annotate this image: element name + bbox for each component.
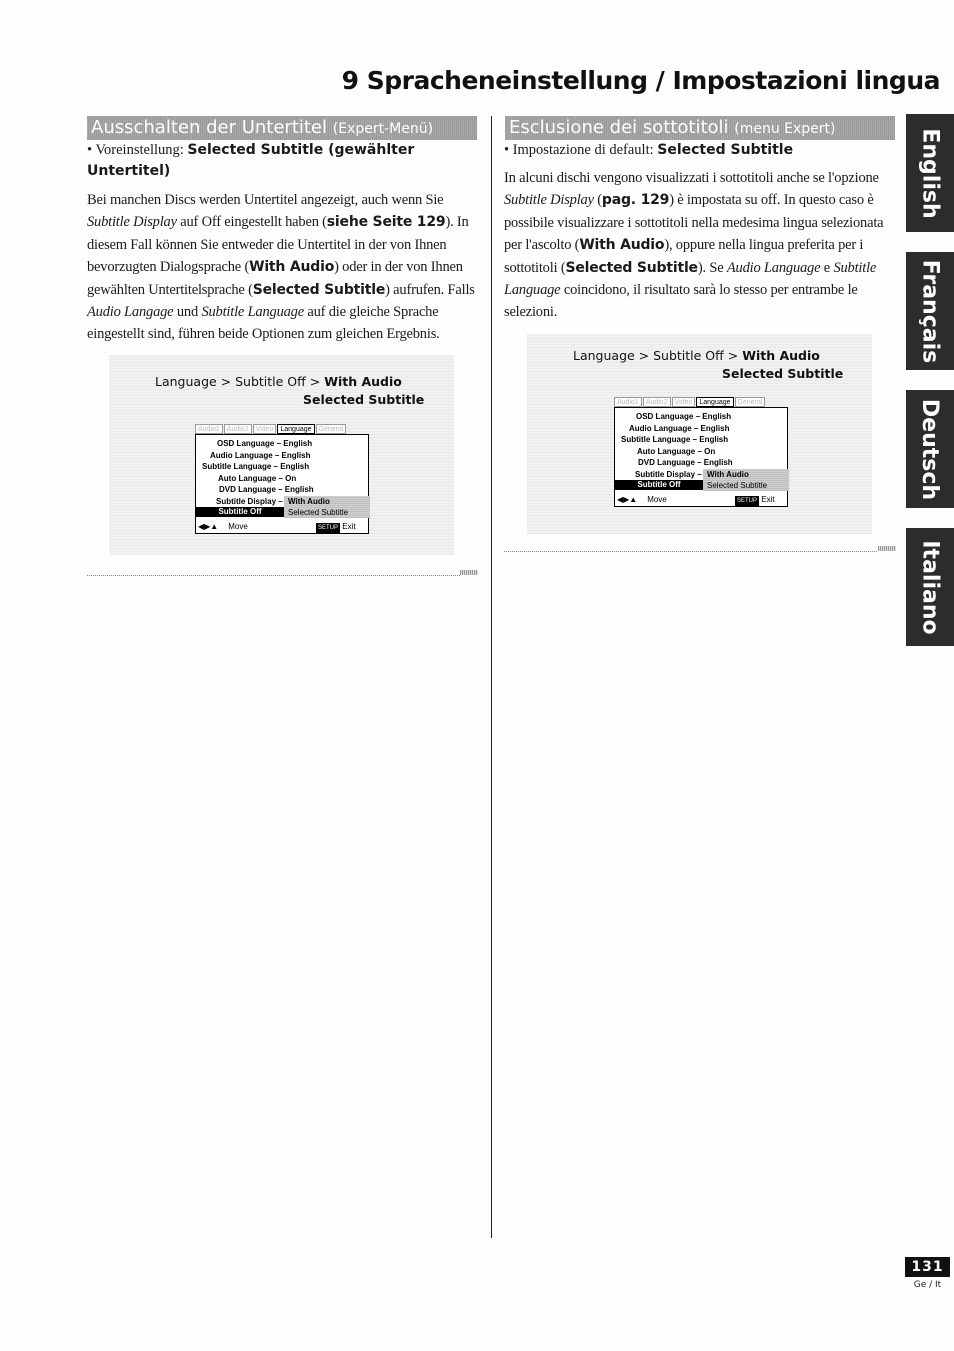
- menu-path-option1: With Audio: [742, 348, 820, 363]
- body-segment: und: [173, 304, 202, 321]
- german-bottom-rule: [87, 575, 460, 576]
- german-column: [87, 140, 477, 346]
- tab-francais[interactable]: [906, 252, 954, 370]
- italian-default-value: Selected Subtitle: [657, 142, 794, 158]
- osd-tab-audio2: Audio2: [643, 397, 671, 407]
- osd-line: Auto Language – On: [637, 446, 716, 456]
- osd-tab-general: General: [735, 397, 766, 407]
- arrow-keys-icon: ◀▶▲: [198, 522, 219, 531]
- osd-tab-audio1: Audio1: [195, 424, 223, 434]
- column-separator: [491, 116, 492, 1238]
- body-segment: Subtitle Language: [504, 259, 877, 299]
- osd-move-label: Move: [647, 495, 667, 504]
- body-segment: e: [820, 259, 834, 276]
- italian-default-prefix: • Impostazione di default:: [504, 142, 658, 158]
- osd-line: DVD Language – English: [638, 458, 733, 467]
- osd-line: Subtitle Display –: [216, 496, 283, 506]
- body-segment: Subtitle Display: [504, 192, 594, 209]
- page-title: 9 Spracheneinstellung / Impostazioni lingua: [341, 66, 940, 95]
- page-language-code: Ge / It: [913, 1280, 942, 1290]
- osd-line: Subtitle Display –: [635, 469, 702, 479]
- body-segment: Subtitle Display: [87, 214, 177, 231]
- osd-tab-audio1: Audio1: [614, 397, 642, 407]
- osd-option: Selected Subtitle: [707, 481, 768, 490]
- osd-line: Auto Language – On: [218, 473, 297, 483]
- italian-body-text: [504, 167, 896, 324]
- osd-line: Audio Language – English: [629, 423, 730, 433]
- osd-tab-language: Language: [277, 424, 314, 434]
- osd-line: OSD Language – English: [217, 439, 313, 448]
- osd-line: Audio Language – English: [210, 450, 311, 460]
- osd-tab-video: Video: [672, 397, 696, 407]
- body-segment: ). Se: [697, 259, 727, 276]
- osd-footer: [617, 495, 785, 505]
- tab-english-label: English: [917, 127, 943, 219]
- body-segment: With Audio: [249, 259, 335, 276]
- tab-francais-label: Français: [917, 259, 943, 363]
- german-menu-path: [155, 374, 402, 389]
- body-segment: Selected Subtitle: [252, 281, 386, 298]
- german-menu-path-option2: Selected Subtitle: [303, 392, 425, 407]
- tab-deutsch[interactable]: [906, 390, 954, 508]
- osd-tab-audio2: Audio2: [224, 424, 252, 434]
- body-segment: In alcuni dischi vengono visualizzati i sottotitoli anche se l'opzione: [504, 170, 879, 186]
- osd-exit-label: Exit: [340, 522, 356, 531]
- menu-path-prefix: Language > Subtitle Off >: [155, 374, 325, 389]
- german-default-value: Selected Subtitle (gewählter Untertitel): [87, 142, 415, 179]
- body-segment: ) è impostata su off. In questo caso è possibile visualizzare i sottotitoli nella medesima lingua selezionata per l'ascolto (: [504, 192, 884, 254]
- osd-options: [703, 469, 789, 491]
- german-default-prefix: • Voreinstellung:: [87, 142, 188, 158]
- body-segment: (: [593, 192, 602, 209]
- italian-menu-path: [573, 348, 820, 363]
- arrow-keys-icon: ◀▶▲: [617, 495, 638, 504]
- osd-tab-language: Language: [696, 397, 733, 407]
- tab-deutsch-label: Deutsch: [917, 398, 943, 500]
- osd-line: DVD Language – English: [219, 485, 314, 494]
- setup-key-icon: SETUP: [318, 525, 339, 531]
- menu-path-option1: With Audio: [324, 374, 402, 389]
- italian-section-heading: [505, 116, 895, 140]
- body-segment: Bei manchen Discs werden Untertitel angezeigt, auch wenn Sie: [87, 192, 444, 208]
- german-heading-text: Ausschalten der Untertitel: [91, 117, 328, 138]
- italian-rule-end: [878, 546, 896, 551]
- page-number: 131: [905, 1257, 950, 1277]
- german-heading-sub: (Expert-Menü): [332, 121, 434, 137]
- osd-selected-item: Subtitle Off: [615, 480, 703, 490]
- body-segment: auf die gleiche Sprache eingestellt sind, führen beide Optionen zum gleichen Ergebnis.: [87, 304, 440, 343]
- italian-bottom-rule: [504, 551, 878, 552]
- tab-italiano[interactable]: [906, 528, 954, 646]
- body-segment: ) oder in der von Ihnen gewählten Untertitelsprache (: [87, 259, 463, 298]
- body-segment: Audio Langage: [87, 304, 174, 321]
- italian-heading-sub: (menu Expert): [734, 121, 836, 137]
- osd-move-label: Move: [228, 522, 248, 531]
- italian-default: [504, 140, 896, 161]
- italian-menu-path-option2: Selected Subtitle: [722, 366, 844, 381]
- osd-line: OSD Language – English: [636, 412, 732, 421]
- italian-column: [504, 140, 896, 324]
- german-section-heading: [87, 116, 477, 140]
- german-osd-screen: [195, 424, 369, 534]
- osd-tab-general: General: [316, 424, 347, 434]
- body-segment: auf Off eingestellt haben (: [176, 214, 327, 231]
- osd-line: Subtitle Language – English: [202, 462, 310, 471]
- tab-english[interactable]: [906, 114, 954, 232]
- body-segment: siehe Seite 129: [326, 214, 446, 231]
- body-segment: ), oppure nella lingua preferita per i sottotitoli (: [504, 237, 864, 276]
- osd-option: With Audio: [707, 470, 749, 479]
- body-segment: coincidono, il risultato sarà lo stesso per entrambe le selezioni.: [504, 282, 858, 321]
- osd-option: With Audio: [288, 497, 330, 506]
- osd-body: [195, 434, 369, 534]
- osd-tab-video: Video: [253, 424, 277, 434]
- body-segment: ). In diesem Fall können Sie entweder die Untertitel in der von Ihnen bevorzugten Dialogsprache (: [87, 214, 469, 276]
- body-segment: ) aufrufen. Falls: [385, 281, 475, 298]
- osd-selected-item: Subtitle Off: [196, 507, 284, 517]
- italian-heading-text: Esclusione dei sottotitoli: [509, 117, 729, 138]
- german-default: [87, 140, 477, 182]
- tab-italiano-label: Italiano: [917, 539, 943, 635]
- osd-exit-label: Exit: [759, 495, 775, 504]
- body-segment: Selected Subtitle: [565, 259, 698, 276]
- body-segment: With Audio: [579, 237, 665, 254]
- body-segment: Audio Language: [726, 259, 821, 276]
- osd-tabs: [195, 424, 369, 434]
- osd-footer: [198, 522, 366, 532]
- osd-option: Selected Subtitle: [288, 508, 349, 517]
- italian-osd-screen: [614, 397, 788, 507]
- osd-tabs: [614, 397, 788, 407]
- body-segment: Subtitle Language: [201, 304, 304, 321]
- german-rule-end: [460, 570, 478, 575]
- body-segment: pag. 129: [601, 192, 670, 209]
- osd-body: [614, 407, 788, 507]
- german-body-text: [87, 189, 477, 346]
- osd-options: [284, 496, 370, 518]
- menu-path-prefix: Language > Subtitle Off >: [573, 348, 743, 363]
- osd-line: Subtitle Language – English: [621, 435, 729, 444]
- setup-key-icon: SETUP: [737, 498, 758, 504]
